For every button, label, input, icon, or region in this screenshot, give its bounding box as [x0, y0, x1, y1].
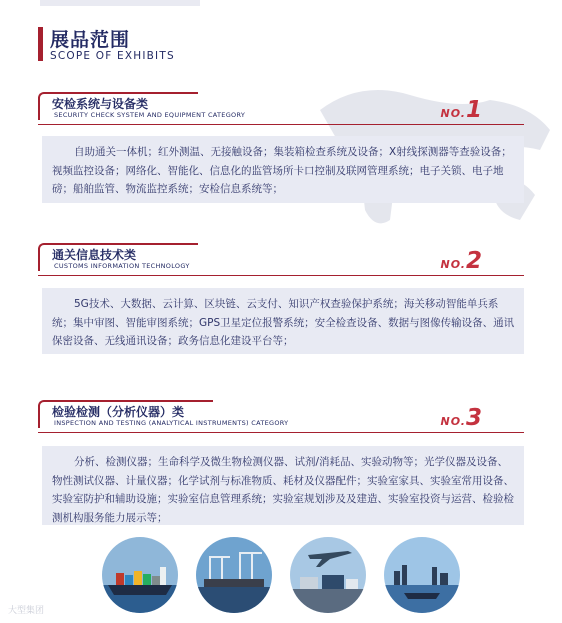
number-label: NO. — [440, 415, 466, 428]
number-label: NO. — [440, 258, 466, 271]
header-rule — [38, 432, 524, 433]
watermark: 大型集团 — [8, 606, 45, 616]
container-ship-icon — [102, 537, 178, 613]
number-value: 2 — [465, 248, 482, 274]
section-title: 检验检测（分析仪器）类 — [52, 405, 185, 419]
section-number — [440, 97, 482, 123]
section-subtitle: SECURITY CHECK SYSTEM AND EQUIPMENT CATEGORY — [54, 111, 246, 119]
header-rule — [38, 275, 524, 276]
section-header — [38, 243, 524, 277]
section-subtitle: CUSTOMS INFORMATION TECHNOLOGY — [54, 262, 190, 270]
section-subtitle: INSPECTION AND TESTING (ANALYTICAL INSTRUMENTS) CATEGORY — [54, 419, 289, 427]
cargo-plane-truck-icon — [290, 537, 366, 613]
number-value: 3 — [465, 405, 482, 431]
page-title: 展品范围 — [50, 29, 131, 51]
section-body: 自助通关一体机；红外测温、无接触设备；集装箱检查系统及设备；X射线探测器等查验设备；视频监控设备；网络化、智能化、信息化的监管场所卡口控制及联网管理系统；电子关锁、电子地磅；船舶监管、物流监控系统；安检信息系统等； — [42, 136, 524, 203]
top-decor-strip — [40, 0, 200, 6]
photo-row — [0, 537, 562, 623]
section-header — [38, 92, 524, 126]
section-body: 分析、检测仪器；生命科学及微生物检测仪器、试剂/消耗品、实验动物等；光学仪器及设备、物性测试仪器、计量仪器；化学试剂与标准物质、耗材及仪器配件；实验室家具、实验室常用设备、实验室防护和辅助设施；实验室信息管理系统；实验室规划涉及及建造、实验室投资与运营、检验检测机构服务能力展示等； — [42, 446, 524, 525]
header-rule — [38, 124, 524, 125]
number-value: 1 — [465, 97, 482, 123]
port-cranes-icon — [196, 537, 272, 613]
section-number — [440, 248, 482, 274]
section-title: 安检系统与设备类 — [52, 97, 149, 111]
number-label: NO. — [440, 107, 466, 120]
harbor-skyline-icon — [384, 537, 460, 613]
section-title: 通关信息技术类 — [52, 248, 137, 262]
section-number — [440, 405, 482, 431]
heading-accent-bar — [38, 27, 43, 61]
page-subtitle: SCOPE OF EXHIBITS — [50, 50, 175, 62]
section-body: 5G技术、大数据、云计算、区块链、云支付、知识产权查验保护系统；海关移动智能单兵系统；集中审图、智能审图系统；GPS卫星定位报警系统；安全检查设备、数据与图像传输设备、通讯保密设备、无线通讯设备；政务信息化建设平台等； — [42, 288, 524, 354]
section-header — [38, 400, 524, 434]
